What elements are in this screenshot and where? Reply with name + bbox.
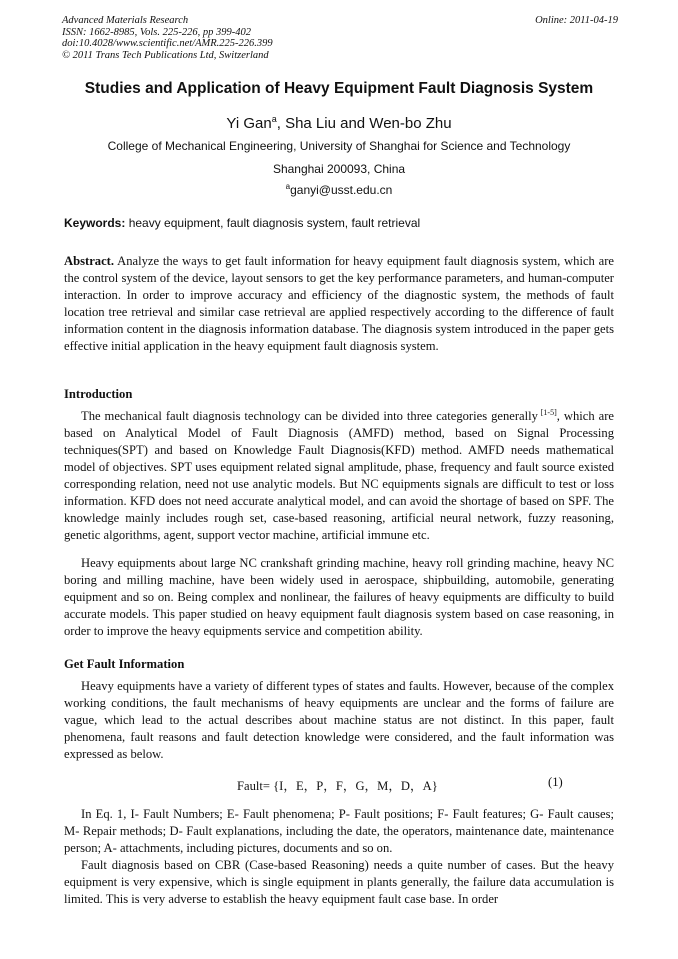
intro-p1-text-b: , which are based on Analytical Model of Fault Diagnosis (AMFD) method, based on Signal Processing techniques(SPT) and based on Knowledge Fault Diagnosis(KFD) method. AMFD needs mathematical model of objectives. SPT uses equipment related signal amplitude, phase, frequency and fault source existed corresponding relation, need not use analytic models. But NC equipments signals are difficult to test or loss information. KFD does not need accurate analytical model, and can avoid the shortage of based on SPF. The knowledge mainly includes rough set, case-based reasoning, artificial neural network, fuzzy reasoning, genetic algorithms, agent, support vector machine, artificial immune etc. bbox=[64, 409, 614, 542]
author-rest: , Sha Liu and Wen-bo Zhu bbox=[276, 115, 452, 132]
intro-p1-text-a: The mechanical fault diagnosis technology can be divided into three categories generally bbox=[81, 409, 538, 423]
email-sup: a bbox=[285, 182, 291, 191]
author-1-sup: a bbox=[271, 114, 277, 124]
section-heading-get-fault-information: Get Fault Information bbox=[64, 657, 185, 671]
author-1: Yi Gan bbox=[226, 115, 272, 132]
online-date: Online: 2011-04-19 bbox=[535, 15, 618, 26]
authors bbox=[40, 114, 638, 132]
keywords-text: heavy equipment, fault diagnosis system, fault retrieval bbox=[125, 216, 421, 230]
keywords bbox=[64, 216, 624, 230]
doi: doi:10.4028/www.scientific.net/AMR.225-226.399 bbox=[62, 38, 273, 49]
fault-paragraph-2: In Eq. 1, I- Fault Numbers; E- Fault phenomena; P- Fault positions; F- Fault features; G- Fault causes; M- Repair methods; D- Fault explanations, including the date, the operators, maintenance date, maintenance person; A- attachments, including pictures, documents and so on. bbox=[64, 807, 614, 855]
fault-paragraph-1: Heavy equipments have a variety of different types of states and faults. However, because of the complex working conditions, the fault mechanisms of heavy equipments are unclear and the forms of failure are vague, which lead to the actual describes about machine status are not distinct. In this paper, fault phenomena, fault reasons and fault detection knowledge were considered, and the fault information was expressed as below. bbox=[64, 679, 614, 761]
intro-paragraph-1 bbox=[64, 408, 614, 544]
equation: Fault= {I，E，P，F，G，M，D，A} bbox=[237, 779, 438, 793]
citation: [1-5] bbox=[537, 407, 557, 417]
abstract-label: Abstract. bbox=[64, 254, 115, 268]
abstract-text: Analyze the ways to get fault information for heavy equipment fault diagnosis system, which are the control system of the device, layout sensors to get the key performance parameters, and human-computer interaction. In order to improve accuracy and efficiency of the diagnostic system, the methods of fault location tree retrieval and similar case retrieval are applied respectively according to the difference of fault information content in the diagnosis information database. The diagnosis system introduced in the paper gets effective initial application in the heavy equipment fault diagnosis system. bbox=[64, 254, 614, 353]
affiliation-line-1: College of Mechanical Engineering, University of Shanghai for Science and Technology bbox=[107, 139, 571, 153]
journal-header bbox=[62, 15, 618, 61]
email bbox=[40, 182, 638, 197]
section-heading-introduction: Introduction bbox=[64, 387, 133, 401]
intro-paragraph-2: Heavy equipments about large NC crankshaft grinding machine, heavy roll grinding machine, heavy NC boring and milling machine, have been widely used in aerospace, shipbuilding, automobile, generating equipment and so on. Being complex and nonlinear, the failures of heavy equipments are difficulty to build accurate models. This paper studied on heavy equipment fault diagnosis system based on case reasoning, in order to improve the heavy equipments service and competition ability. bbox=[64, 556, 614, 638]
affiliation-line-2: Shanghai 200093, China bbox=[272, 162, 406, 176]
keywords-label: Keywords: bbox=[64, 216, 126, 230]
issn: ISSN: 1662-8985, Vols. 225-226, pp 399-402 bbox=[62, 26, 251, 38]
journal-name: Advanced Materials Research bbox=[62, 15, 189, 26]
paper-title: Studies and Application of Heavy Equipment Fault Diagnosis System bbox=[84, 80, 594, 97]
equation-number: (1) bbox=[548, 775, 563, 789]
abstract bbox=[64, 253, 614, 355]
email-address: ganyi@usst.edu.cn bbox=[290, 183, 393, 197]
fault-paragraph-3: Fault diagnosis based on CBR (Case-based Reasoning) needs a quite number of cases. But the heavy equipment is very expensive, which is single equipment in plants generally, the failure data accumulation is limited. This is very adverse to establish the heavy equipment fault case base. In order bbox=[64, 858, 614, 906]
copyright: © 2011 Trans Tech Publications Ltd, Switzerland bbox=[62, 49, 269, 61]
